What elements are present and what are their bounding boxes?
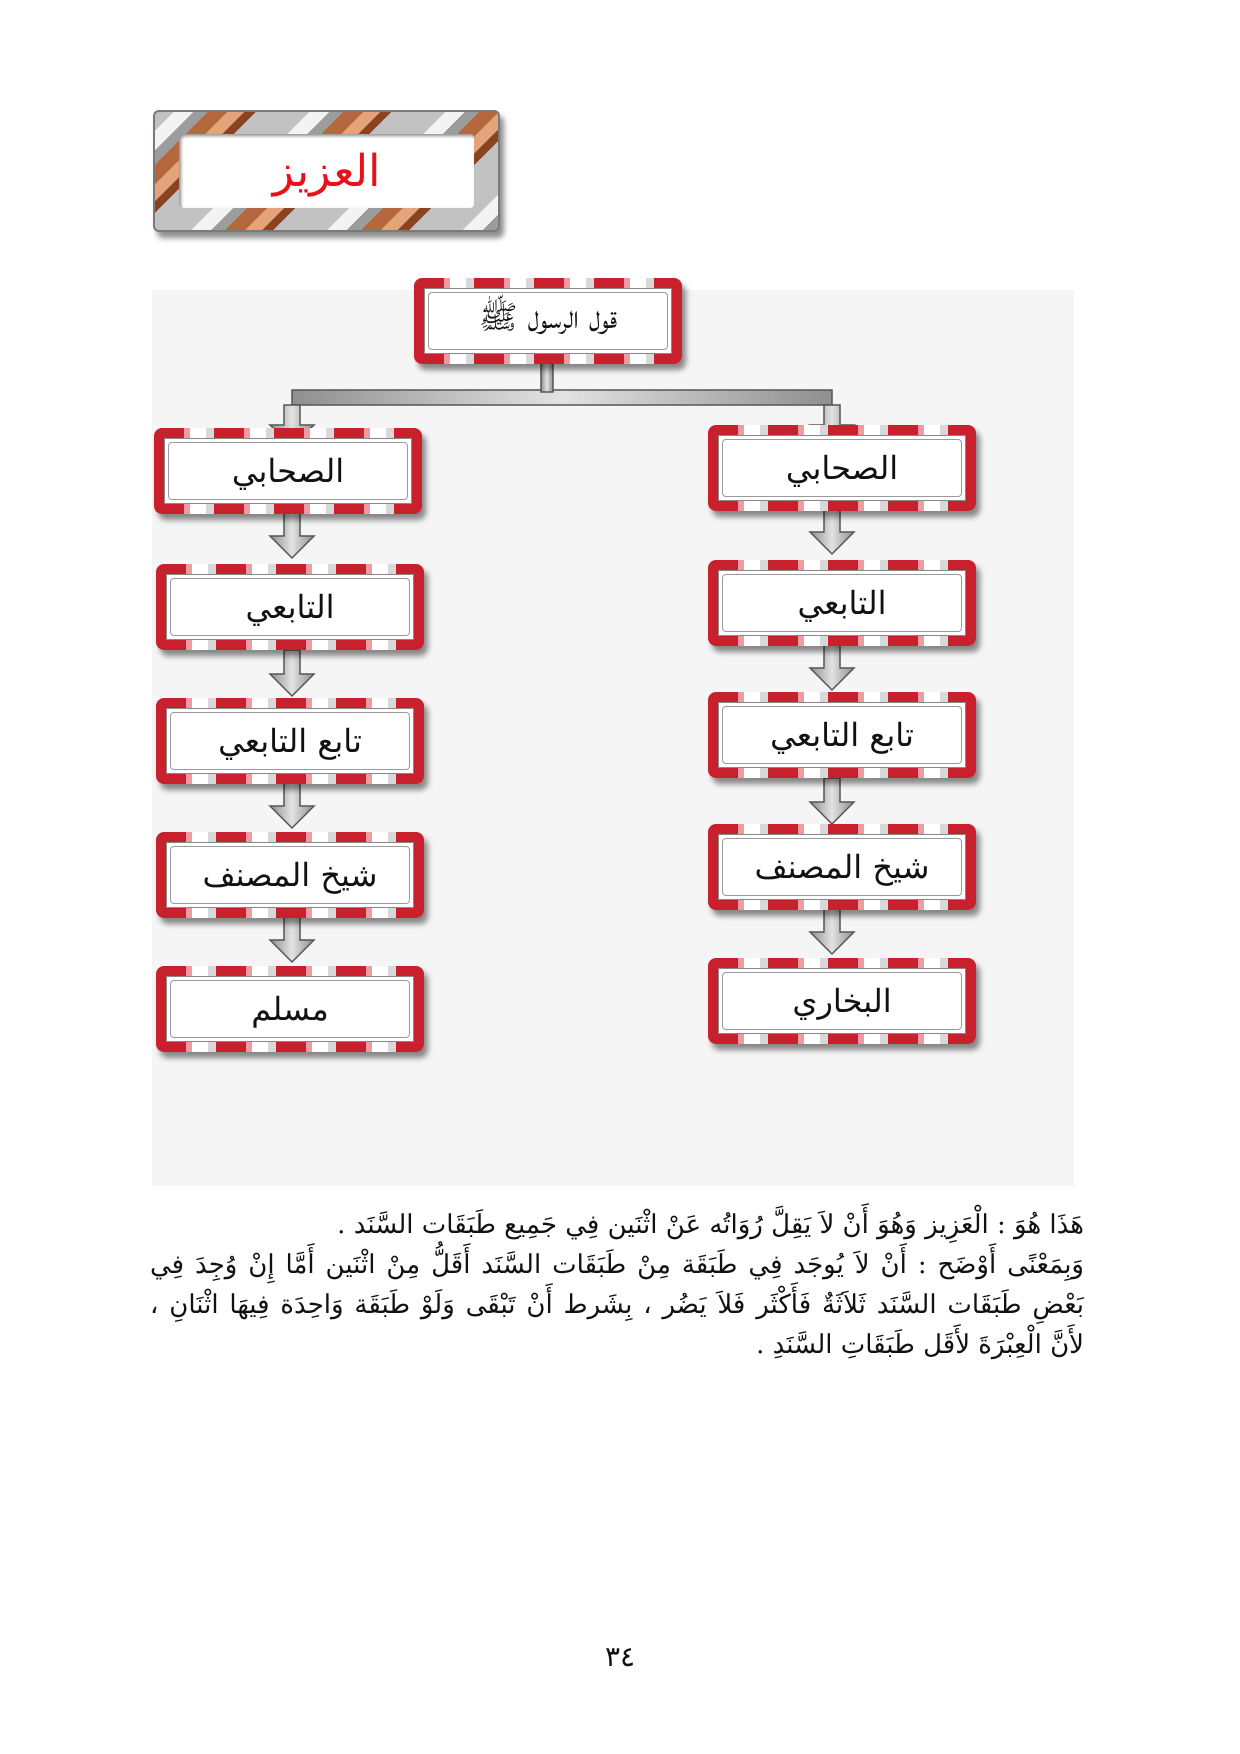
node-label: تابع التابعي [218,722,362,760]
node-left-tabii [156,564,424,650]
arrow-right-1 [810,508,854,554]
arrow-left-4 [270,916,314,962]
node-right-tabii [708,560,976,646]
arrow-left-3 [270,782,314,828]
arrow-right-4 [810,908,854,954]
definition-text [150,1205,1084,1365]
node-left-sahabi [154,428,422,514]
node-label: مسلم [251,990,329,1028]
node-label: الصحابي [785,449,899,487]
paragraph-1: هَذَا هُوَ : الْعَزِيز وَهُوَ أَنْ لاَ يَقِلَّ رُوَاتُه عَنْ اثْنَين فِي جَمِيع طَبَقَات السَّنَد . [337,1210,1084,1240]
title-inner [179,134,474,208]
node-label: الصحابي [231,452,345,490]
arrow-left-1 [270,512,314,558]
node-left-shaykh [156,832,424,918]
node-label: البخاري [792,982,892,1020]
node-root [414,278,682,364]
arrow-right-3 [810,778,854,824]
paragraph-2: وَبِمَعْنًى أَوْضَح : أَنْ لاَ يُوجَد فِي طَبَقَة مِنْ طَبَقَات السَّنَد أَقَلُّ مِنْ اثْنَين أَمَّا إِنْ وُجِدَ فِي بَعْضِ طَبَقَات السَّنَد ثَلاَثَةٌ فَأَكْثَر فَلاَ يَضُر ، بِشَرط أَنْ تَبْقَى وَلَوْ طَبَقَة وَاحِدَة فِيهَا اثْنَانِ ، لأَنَّ الْعِبْرَةَ لأَقَل طَبَقَاتِ السَّنَدِ . [150,1250,1084,1360]
root-stem [541,362,553,392]
node-label: تابع التابعي [770,716,914,754]
isnad-diagram [152,290,1074,1186]
arrow-right-2 [810,644,854,690]
node-right-tabi-tabii [708,692,976,778]
node-label: التابعي [245,588,335,626]
node-left-muslim [156,966,424,1052]
node-root-label: قول الرسول ﷺ [478,298,618,336]
page-title: العزيز [272,145,381,197]
node-label: شيخ المصنف [202,856,378,894]
node-left-tabi-tabii [156,698,424,784]
node-right-bukhari [708,958,976,1044]
page-number: ٣٤ [604,1640,636,1673]
root-connector [292,370,832,405]
node-label: التابعي [797,584,887,622]
node-label: شيخ المصنف [754,848,930,886]
title-plaque [153,110,500,232]
arrow-left-2 [270,650,314,696]
node-right-shaykh [708,824,976,910]
node-right-sahabi [708,425,976,511]
